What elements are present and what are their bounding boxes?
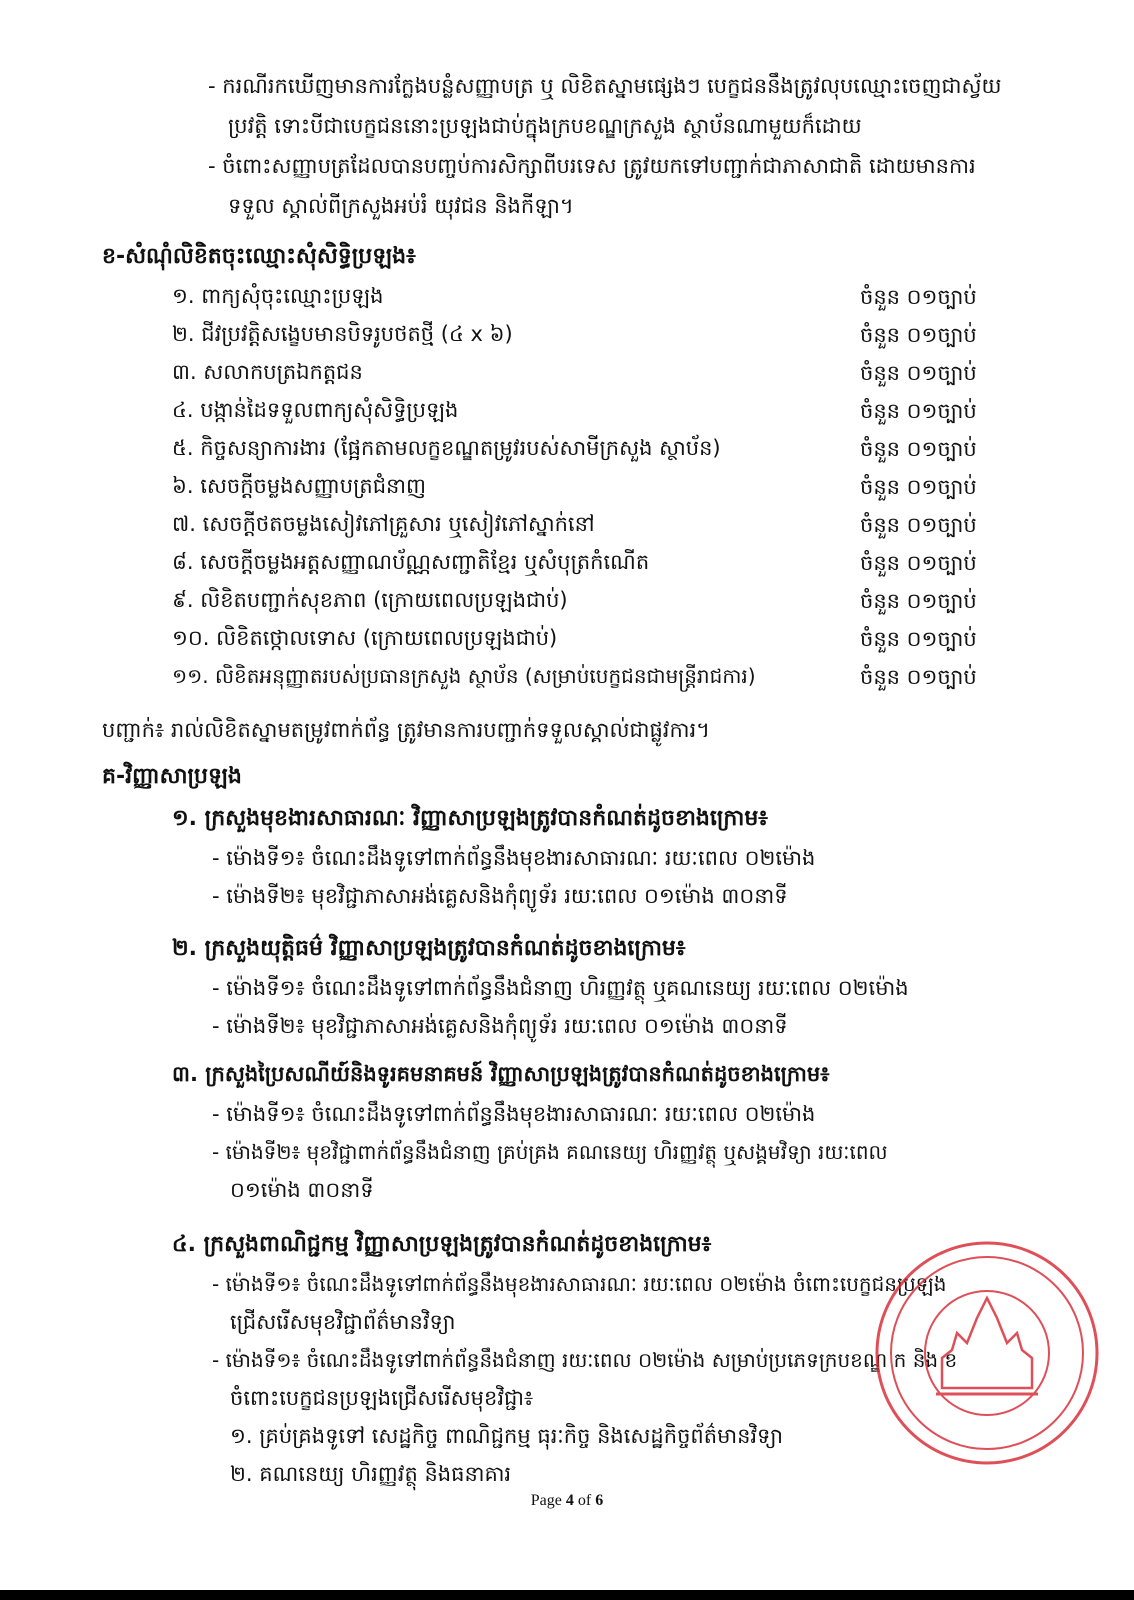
list-item-qty: ចំនួន ០១ច្បាប់ <box>860 551 977 575</box>
list-item-label: ៥. កិច្ចសន្យាការងារ (ផ្អែកតាមលក្ខខណ្ឌតម្រូវរបស់សាមីក្រសួង ស្ថាប័ន) <box>172 436 721 460</box>
seal-inner-ring <box>891 1257 1083 1449</box>
schedule-line: - ម៉ោងទី២៖ មុខវិជ្ជាភាសាអង់គ្លេសនិងកុំព្យូទ័រ រយៈពេល ០១ម៉ោង ៣០នាទី <box>212 884 788 908</box>
seal-outer-ring <box>877 1243 1097 1463</box>
list-item-label: ៣. សលាកបត្រឯកត្តជន <box>172 360 363 384</box>
list-item-qty: ចំនួន ០១ច្បាប់ <box>860 513 977 537</box>
section-b-note: បញ្ជាក់៖ រាល់លិខិតស្នាមតម្រូវពាក់ព័ន្ធ ត្រូវមានការបញ្ជាក់ទទួលស្គាល់ជាផ្លូវការ។ <box>102 718 710 742</box>
list-item-qty: ចំនួន ០១ច្បាប់ <box>860 589 977 613</box>
schedule-line: ជ្រើសរើសមុខវិជ្ជាព័ត៌មានវិទ្យា <box>230 1310 456 1334</box>
schedule-line: - ម៉ោងទី២៖ មុខវិជ្ជាពាក់ព័ន្ធនឹងជំនាញ គ្រប់គ្រង គណនេយ្យ ហិរញ្ញវត្ថុ ឬសង្គមវិទ្យា រយៈពេល <box>212 1140 888 1164</box>
list-item-label: ១០. លិខិតថ្កោលទោស (ក្រោយពេលប្រឡងជាប់) <box>172 626 558 650</box>
footer-page-number: 4 <box>565 1492 574 1509</box>
schedule-line: ០១ម៉ោង ៣០នាទី <box>230 1178 374 1202</box>
seal-center-ring <box>925 1291 1049 1415</box>
list-item-label: ៧. សេចក្តីថតចម្លងសៀវភៅគ្រួសារ ឬសៀវភៅស្នាក់នៅ <box>172 512 595 536</box>
section-b-title: ខ-សំណុំលិខិតចុះឈ្មោះសុំសិទ្ធិប្រឡង៖ <box>102 244 416 269</box>
bullet-line: - ករណីរកឃើញមានការក្លែងបន្លំសញ្ញាបត្រ ឬ លិខិតស្នាមផ្សេងៗ បេក្ខជននឹងត្រូវលុបឈ្មោះចេញជាស្វ័យ <box>208 74 1002 98</box>
list-item-label: ៩. លិខិតបញ្ជាក់សុខភាព (ក្រោយពេលប្រឡងជាប់) <box>172 588 568 612</box>
subsection-heading: ៣. ក្រសួងប្រៃសណីយ៍និងទូរគមនាគមន៍ វិញ្ញាសាប្រឡងត្រូវបានកំណត់ដូចខាងក្រោម៖ <box>172 1062 830 1086</box>
list-item-label: ១. ពាក្យសុំចុះឈ្មោះប្រឡង <box>172 284 384 308</box>
subsection-heading: ២. ក្រសួងយុត្តិធម៌ វិញ្ញាសាប្រឡងត្រូវបានកំណត់ដូចខាងក្រោម៖ <box>172 936 686 961</box>
bullet-line: ប្រវត្តិ ទោះបីជាបេក្ខជននោះប្រឡងជាប់ក្នុងក្របខណ្ឌក្រសួង ស្ថាប័នណាមួយក៏ដោយ <box>228 114 862 138</box>
page-footer <box>0 1492 1134 1510</box>
schedule-line: ១. គ្រប់គ្រងទូទៅ សេដ្ឋកិច្ច ពាណិជ្ជកម្ម ធុរៈកិច្ច និងសេដ្ឋកិច្ចព័ត៌មានវិទ្យា <box>230 1424 784 1448</box>
schedule-line: ចំពោះបេក្ខជនប្រឡងជ្រើសរើសមុខវិជ្ជា៖ <box>230 1386 534 1410</box>
schedule-line: ២. គណនេយ្យ ហិរញ្ញវត្ថុ និងធនាគារ <box>230 1462 512 1486</box>
scan-bottom-edge <box>0 1590 1134 1600</box>
schedule-line: - ម៉ោងទី១៖ ចំណេះដឹងទូទៅពាក់ព័ន្ធនឹងមុខងារសាធារណៈ រយៈពេល ០២ម៉ោង ចំពោះបេក្ខជនប្រឡង <box>212 1272 947 1296</box>
footer-page-total: 6 <box>595 1492 604 1509</box>
bullet-line: ទទួល ស្គាល់ពីក្រសួងអប់រំ យុវជន និងកីឡា។ <box>228 194 574 218</box>
list-item-qty: ចំនួន ០១ច្បាប់ <box>860 361 977 385</box>
footer-middle: of <box>573 1492 596 1509</box>
schedule-line: - ម៉ោងទី១៖ ចំណេះដឹងទូទៅពាក់ព័ន្ធនឹងមុខងារសាធារណៈ រយៈពេល ០២ម៉ោង <box>212 1102 816 1126</box>
section-c-title: គ-វិញ្ញាសាប្រឡង <box>102 764 242 789</box>
schedule-line: - ម៉ោងទី២៖ មុខវិជ្ជាភាសាអង់គ្លេសនិងកុំព្យូទ័រ រយៈពេល ០១ម៉ោង ៣០នាទី <box>212 1014 788 1038</box>
subsection-heading: ៤. ក្រសួងពាណិជ្ជកម្ម វិញ្ញាសាប្រឡងត្រូវបានកំណត់ដូចខាងក្រោម៖ <box>172 1232 712 1257</box>
list-item-qty: ចំនួន ០១ច្បាប់ <box>860 627 977 651</box>
list-item-label: ២. ជីវប្រវត្តិសង្ខេបមានបិទរូបថតថ្មី (៤ x ៦) <box>172 322 513 346</box>
list-item-qty: ចំនួន ០១ច្បាប់ <box>860 475 977 499</box>
schedule-line: - ម៉ោងទី១៖ ចំណេះដឹងទូទៅពាក់ព័ន្ធនឹងជំនាញ ហិរញ្ញវត្ថុ ឬគណនេយ្យ រយៈពេល ០២ម៉ោង <box>212 976 909 1000</box>
schedule-line: - ម៉ោងទី១៖ ចំណេះដឹងទូទៅពាក់ព័ន្ធនឹងមុខងារសាធារណៈ រយៈពេល ០២ម៉ោង <box>212 846 816 870</box>
bullet-line: - ចំពោះសញ្ញាបត្រដែលបានបញ្ចប់ការសិក្សាពីបរទេស ត្រូវយកទៅបញ្ជាក់ជាភាសាជាតិ ដោយមានការ <box>208 154 976 178</box>
list-item-qty: ចំនួន ០១ច្បាប់ <box>860 437 977 461</box>
list-item-qty: ចំនួន ០១ច្បាប់ <box>860 665 977 689</box>
list-item-label: ៤. បង្កាន់ដៃទទួលពាក្យសុំសិទ្ធិប្រឡង <box>172 398 459 422</box>
footer-prefix: Page <box>530 1492 566 1509</box>
list-item-label: ១១. លិខិតអនុញ្ញាតរបស់ប្រធានក្រសួង ស្ថាប័ន (សម្រាប់បេក្ខជនជាមន្ត្រីរាជការ) <box>172 664 756 688</box>
official-seal-icon <box>872 1238 1102 1468</box>
seal-temple-shape <box>942 1298 1032 1388</box>
list-item-qty: ចំនួន ០១ច្បាប់ <box>860 285 977 309</box>
list-item-label: ៨. សេចក្តីចម្លងអត្តសញ្ញាណប័ណ្ណសញ្ជាតិខ្មែរ ឬសំបុត្រកំណើត <box>172 550 650 574</box>
schedule-line: - ម៉ោងទី១៖ ចំណេះដឹងទូទៅពាក់ព័ន្ធនឹងជំនាញ រយៈពេល ០២ម៉ោង សម្រាប់ប្រភេទក្របខណ្ឌ ក និង ខ <box>212 1348 958 1372</box>
list-item-qty: ចំនួន ០១ច្បាប់ <box>860 323 977 347</box>
list-item-qty: ចំនួន ០១ច្បាប់ <box>860 399 977 423</box>
list-item-label: ៦. សេចក្តីចម្លងសញ្ញាបត្រជំនាញ <box>172 474 427 498</box>
subsection-heading: ១. ក្រសួងមុខងារសាធារណៈ វិញ្ញាសាប្រឡងត្រូវបានកំណត់ដូចខាងក្រោម៖ <box>172 806 768 831</box>
